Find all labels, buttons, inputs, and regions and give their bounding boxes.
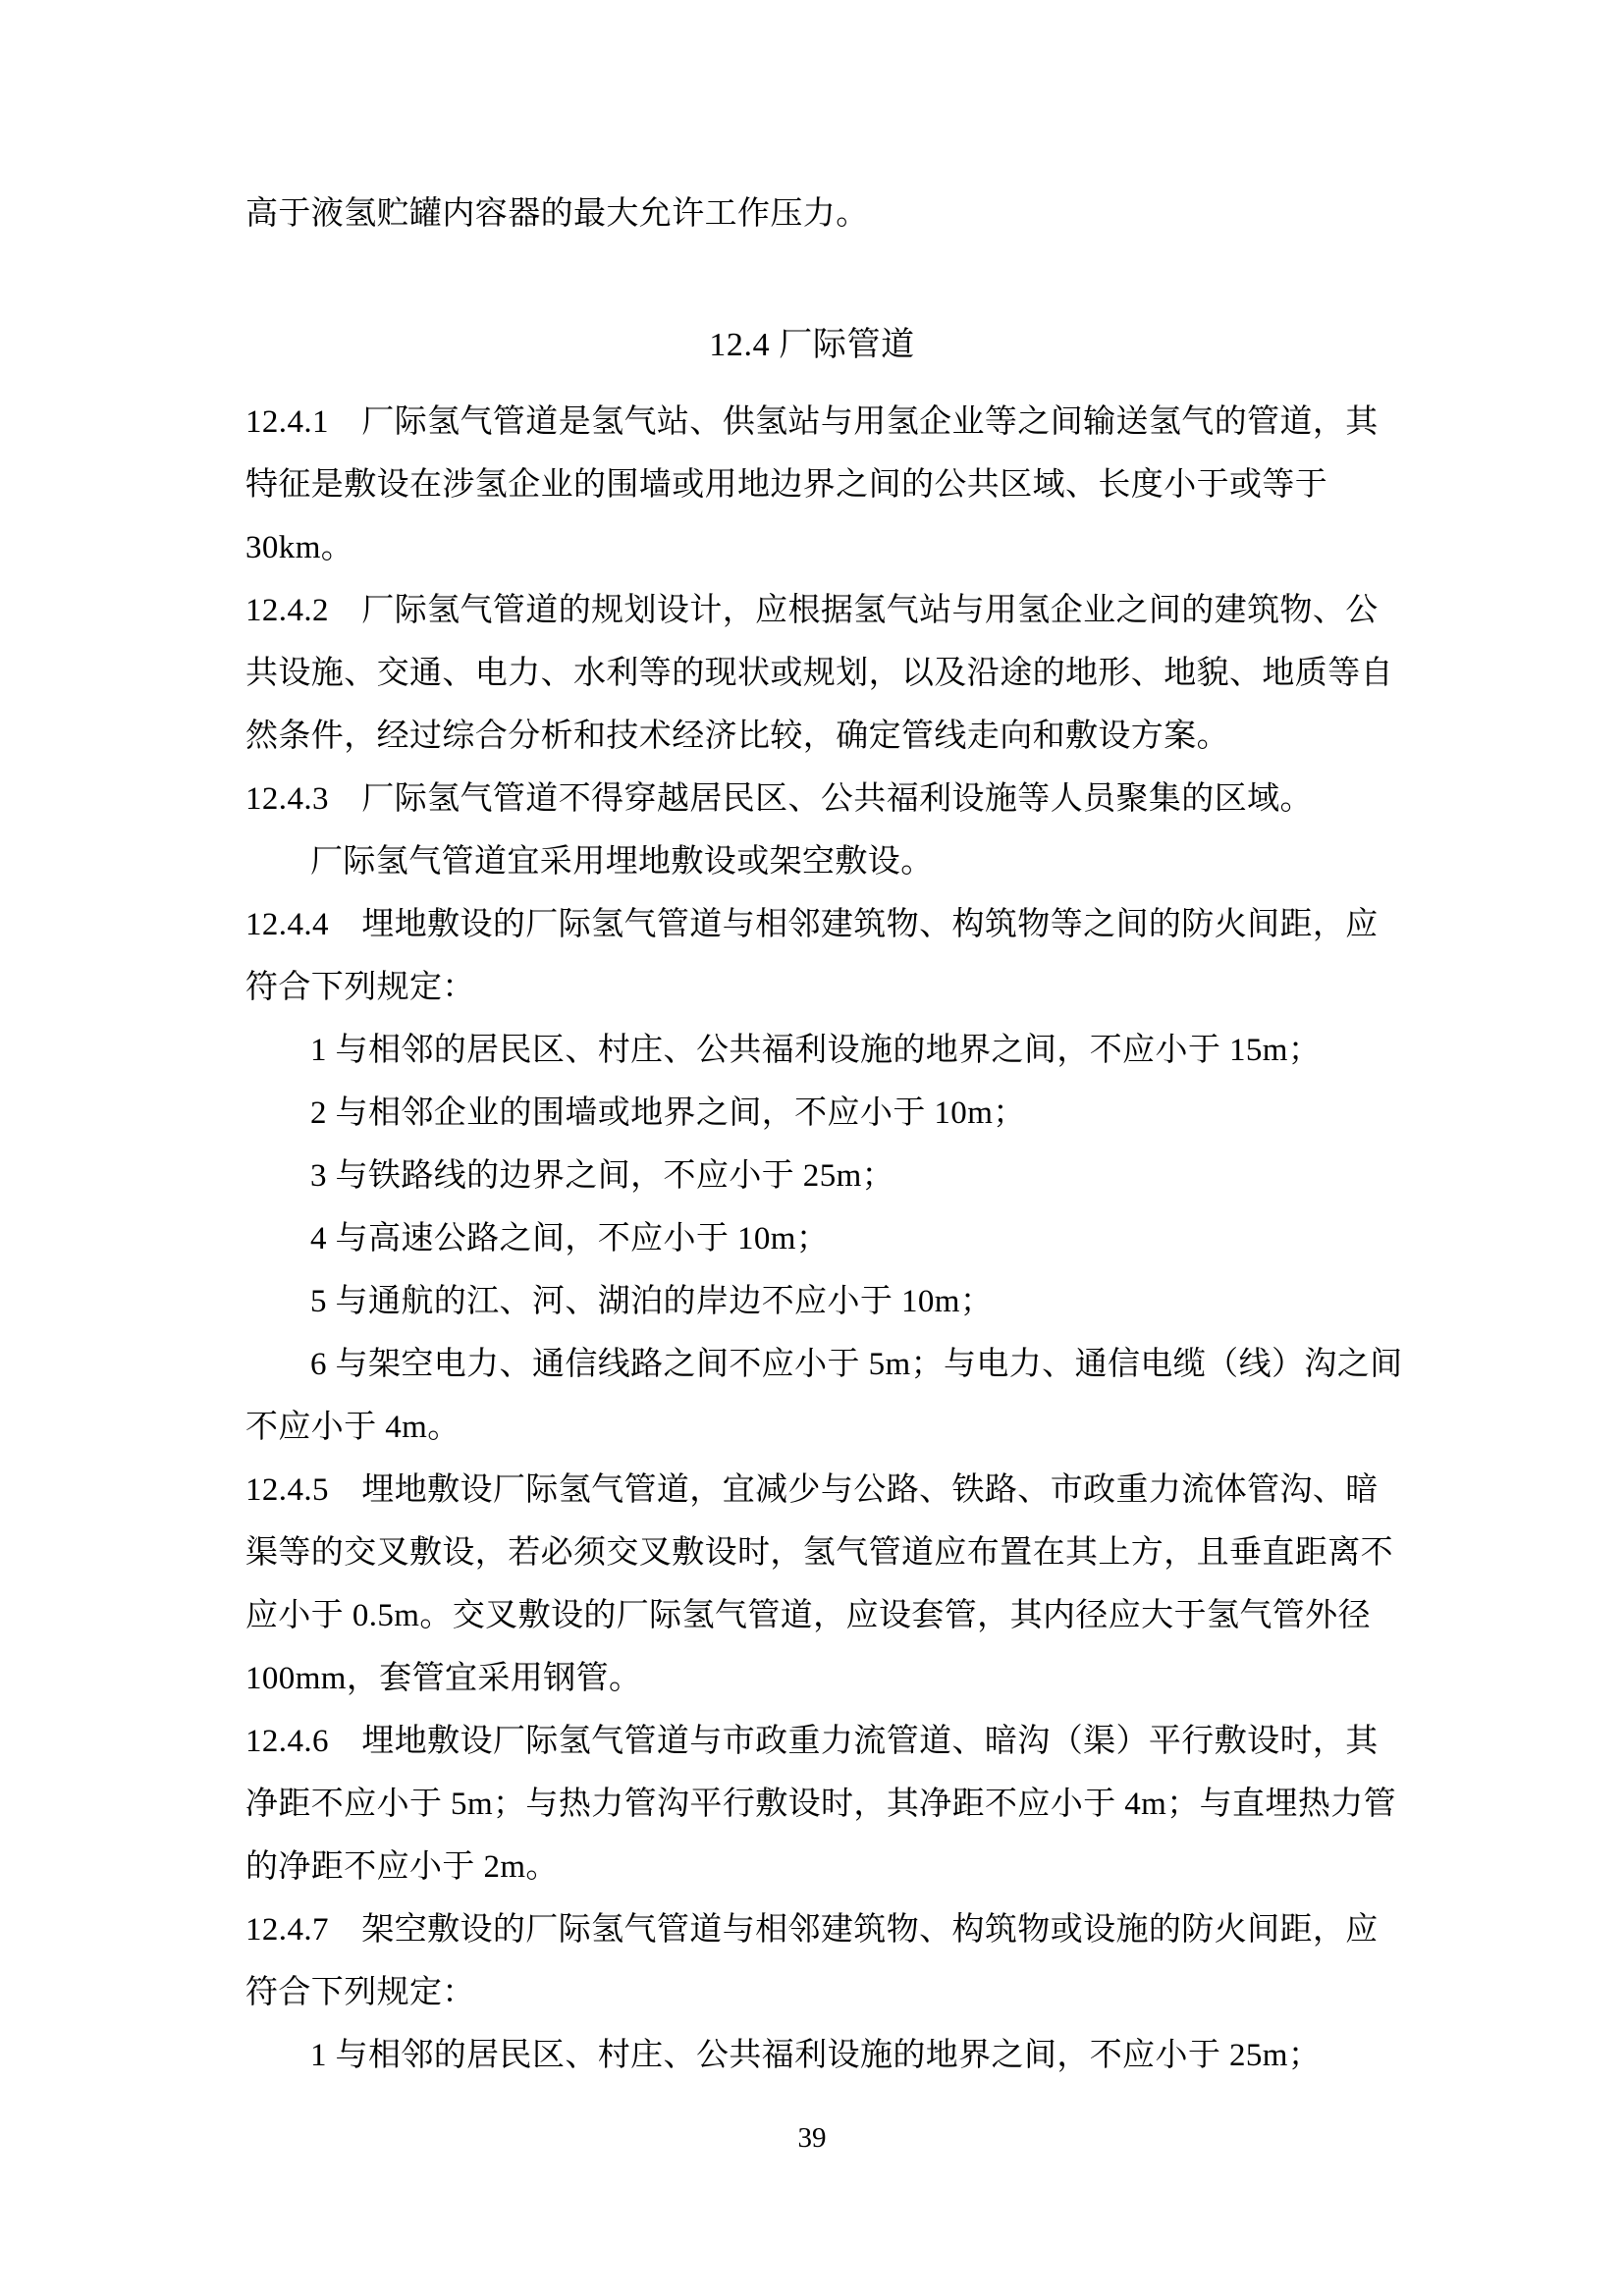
doc-line: 符合下列规定： (245, 970, 475, 1005)
doc-line: 渠等的交叉敷设，若必须交叉敷设时，氢气管道应布置在其上方，且垂直距离不 (245, 1535, 1393, 1571)
page-number: 39 (797, 2122, 827, 2154)
doc-line: 符合下列规定： (245, 1975, 475, 2010)
doc-line: 12.4.3 厂际氢气管道不得穿越居民区、公共福利设施等人员聚集的区域。 (245, 781, 1313, 817)
doc-line: 应小于 0.5m。交叉敷设的厂际氢气管道，应设套管，其内径应大于氢气管外径 (245, 1598, 1371, 1633)
doc-line-item: 4 与高速公路之间，不应小于 10m； (310, 1221, 830, 1256)
doc-line: 的净距不应小于 2m。 (245, 1849, 559, 1885)
doc-line: 12.4.2 厂际氢气管道的规划设计，应根据氢气站与用氢企业之间的建筑物、公 (245, 593, 1379, 628)
continuation-line: 高于液氢贮罐内容器的最大允许工作压力。 (245, 196, 869, 232)
doc-line-item: 6 与架空电力、通信线路之间不应小于 5m；与电力、通信电缆（线）沟之间 (310, 1347, 1403, 1382)
doc-line: 净距不应小于 5m；与热力管沟平行敷设时，其净距不应小于 4m；与直埋热力管 (245, 1787, 1397, 1822)
doc-line: 共设施、交通、电力、水利等的现状或规划，以及沿途的地形、地貌、地质等自 (245, 656, 1393, 691)
doc-line: 30km。 (245, 530, 354, 565)
doc-line: 不应小于 4m。 (245, 1410, 460, 1445)
doc-line: 12.4.7 架空敷设的厂际氢气管道与相邻建筑物、构筑物或设施的防火间距，应 (245, 1912, 1379, 1948)
doc-line: 12.4.1 厂际氢气管道是氢气站、供氢站与用氢企业等之间输送氢气的管道，其 (245, 404, 1379, 440)
doc-line: 12.4.5 埋地敷设厂际氢气管道，宜减少与公路、铁路、市政重力流体管沟、暗 (245, 1472, 1379, 1508)
doc-line: 然条件，经过综合分析和技术经济比较，确定管线走向和敷设方案。 (245, 719, 1229, 754)
section-heading: 12.4 厂际管道 (709, 327, 915, 363)
doc-line-item: 1 与相邻的居民区、村庄、公共福利设施的地界之间，不应小于 15m； (310, 1033, 1322, 1068)
doc-line-item: 1 与相邻的居民区、村庄、公共福利设施的地界之间，不应小于 25m； (310, 2038, 1322, 2073)
doc-line: 100mm，套管宜采用钢管。 (245, 1661, 642, 1696)
doc-line: 12.4.6 埋地敷设厂际氢气管道与市政重力流管道、暗沟（渠）平行敷设时，其 (245, 1724, 1379, 1759)
doc-line: 12.4.4 埋地敷设的厂际氢气管道与相邻建筑物、构筑物等之间的防火间距，应 (245, 907, 1379, 942)
doc-line: 厂际氢气管道宜采用埋地敷设或架空敷设。 (310, 844, 934, 880)
doc-line-item: 5 与通航的江、河、湖泊的岸边不应小于 10m； (310, 1284, 994, 1319)
doc-line-item: 2 与相邻企业的围墙或地界之间，不应小于 10m； (310, 1095, 1026, 1131)
document-body (245, 183, 1403, 2087)
doc-line-item: 3 与铁路线的边界之间，不应小于 25m； (310, 1158, 895, 1194)
doc-line: 特征是敷设在涉氢企业的围墙或用地边界之间的公共区域、长度小于或等于 (245, 467, 1328, 503)
